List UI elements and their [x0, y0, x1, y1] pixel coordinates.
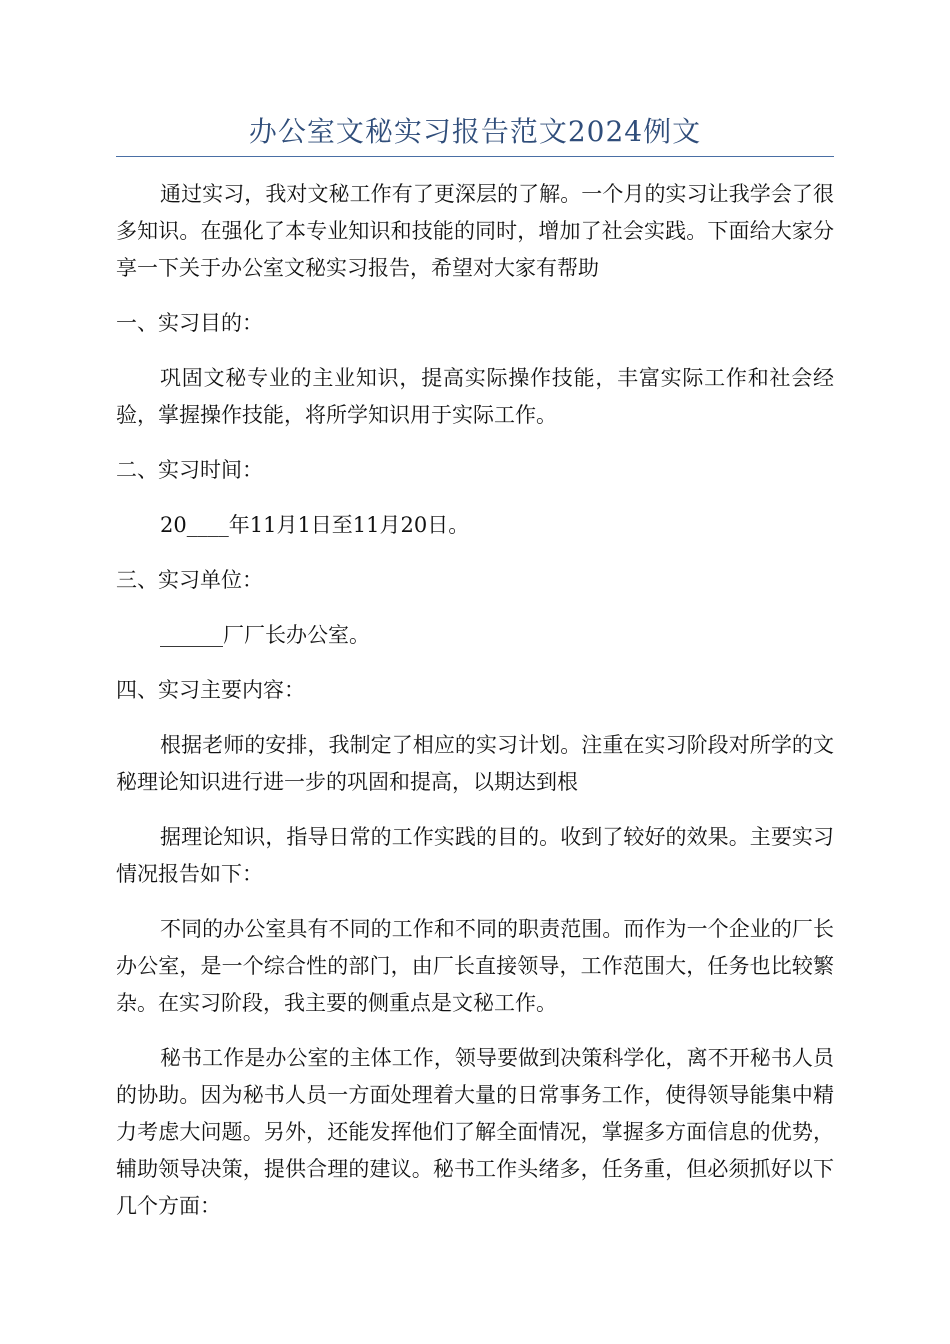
heading-time: 二、实习时间： [116, 458, 263, 482]
document-title: 办公室文秘实习报告范文2024例文 [248, 115, 702, 148]
document-body [116, 176, 834, 1243]
title-block [116, 112, 834, 157]
paragraph-office: 不同的办公室具有不同的工作和不同的职责范围。而作为一个企业的厂长办公室，是一个综合性的部门，由厂长直接领导，工作范围大，任务也比较繁杂。在实习阶段，我主要的侧重点是文秘工作。 [116, 917, 834, 1015]
heading-unit: 三、实习单位： [116, 568, 263, 592]
paragraph-purpose: 巩固文秘专业的主业知识，提高实际操作技能，丰富实际工作和社会经验，掌握操作技能，将所学知识用于实际工作。 [116, 366, 834, 427]
paragraph-plan: 根据老师的安排，我制定了相应的实习计划。注重在实习阶段对所学的文秘理论知识进行进一步的巩固和提高，以期达到根 [116, 733, 834, 794]
paragraph-secretary: 秘书工作是办公室的主体工作，领导要做到决策科学化，离不开秘书人员的协助。因为秘书人员一方面处理着大量的日常事务工作，使得领导能集中精力考虑大问题。另外，还能发挥他们了解全面情况，掌握多方面信息的优势，辅助领导决策，提供合理的建议。秘书工作头绪多，任务重，但必须抓好以下几个方面： [116, 1046, 834, 1218]
paragraph-plan-cont: 据理论知识，指导日常的工作实践的目的。收到了较好的效果。主要实习情况报告如下： [116, 825, 834, 886]
heading-purpose: 一、实习目的： [116, 311, 263, 335]
heading-content: 四、实习主要内容： [116, 678, 305, 702]
paragraph-time: 20____年11月1日至11月20日。 [160, 513, 470, 537]
paragraph-unit: ______厂厂长办公室。 [160, 623, 370, 647]
paragraph-intro: 通过实习，我对文秘工作有了更深层的了解。一个月的实习让我学会了很多知识。在强化了本专业知识和技能的同时，增加了社会实践。下面给大家分享一下关于办公室文秘实习报告，希望对大家有帮助 [116, 182, 834, 280]
